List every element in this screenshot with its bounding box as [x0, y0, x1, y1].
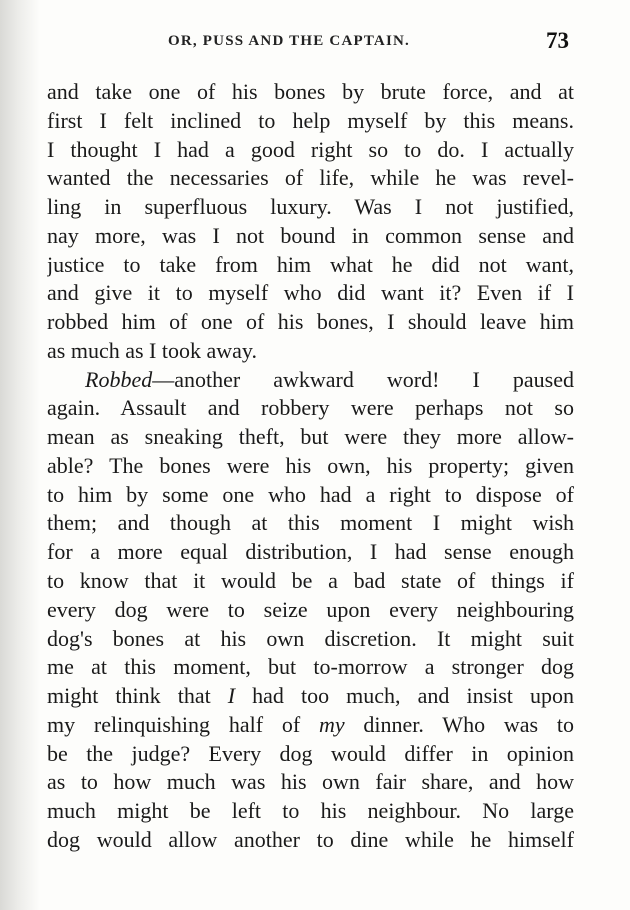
text-line: again. Assault and robbery were perhaps not so [47, 395, 574, 421]
text-line: ling in superfluous luxury. Was I not justified, [47, 194, 574, 220]
text-fragment: my relinquishing half of [47, 711, 319, 737]
page-number: 73 [546, 28, 569, 53]
text-line: be the judge? Every dog would differ in opinion [47, 740, 574, 766]
text-line: nay more, was I not bound in common sense and [47, 222, 574, 248]
italic-word: Robbed [85, 366, 153, 392]
text-line: and give it to myself who did want it? Even if I [47, 280, 574, 306]
text-line [47, 682, 574, 711]
body-text [47, 78, 574, 855]
gutter-shadow [0, 0, 40, 910]
text-fragment: —another awkward word! I paused [152, 366, 574, 392]
text-line: and take one of his bones by brute force, and at [47, 79, 574, 104]
text-fragment: had too much, and insist upon [235, 683, 574, 709]
text-line: dog's bones at his own discretion. It might suit [47, 625, 574, 651]
text-line: as much as I took away. [47, 337, 257, 363]
text-fragment: dinner. Who was to [344, 711, 574, 737]
italic-word: my [318, 711, 345, 737]
text-line: to him by some one who had a right to dispose of [47, 481, 574, 507]
paragraph-start-line [47, 366, 574, 395]
text-line [47, 711, 574, 740]
text-line: for a more equal distribution, I had sense enough [47, 539, 574, 565]
italic-word: I [227, 683, 236, 709]
text-line: as to how much was his own fair share, and how [47, 769, 574, 795]
text-line: mean as sneaking theft, but were they more allow- [47, 424, 574, 450]
text-line: dog would allow another to dine while he himself [47, 826, 574, 852]
running-header-title: OR, PUSS AND THE CAPTAIN. [168, 33, 410, 49]
text-line: every dog were to seize upon every neighbouring [47, 596, 574, 622]
text-line: justice to take from him what he did not want, [47, 251, 574, 277]
text-line: to know that it would be a bad state of things if [47, 568, 574, 594]
text-line: me at this moment, but to-morrow a stronger dog [47, 654, 574, 680]
text-line: much might be left to his neighbour. No large [47, 798, 574, 824]
text-fragment: might think that [47, 683, 228, 709]
text-line: robbed him of one of his bones, I should leave him [47, 309, 574, 335]
text-line: I thought I had a good right so to do. I actually [47, 136, 574, 162]
text-line: them; and though at this moment I might wish [47, 510, 574, 536]
text-line: first I felt inclined to help myself by this means. [47, 107, 574, 133]
text-line: able? The bones were his own, his property; given [47, 452, 574, 478]
text-line: wanted the necessaries of life, while he was revel- [47, 165, 574, 191]
